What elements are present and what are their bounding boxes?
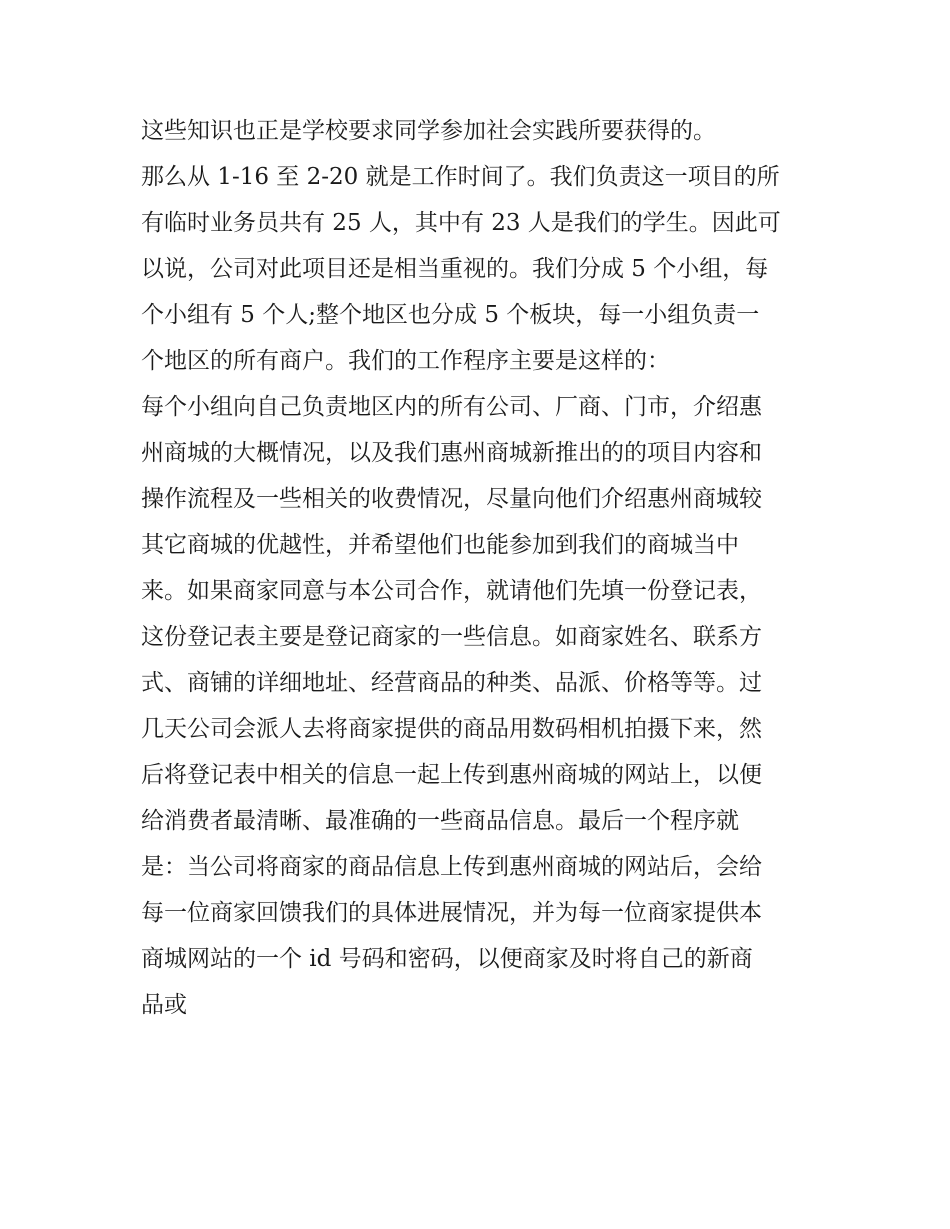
text-line: 是：当公司将商家的商品信息上传到惠州商城的网站后，会给 bbox=[141, 854, 762, 880]
text-line: 有临时业务员共有 25 人，其中有 23 人是我们的学生。因此可 bbox=[141, 210, 781, 236]
body-text bbox=[141, 108, 821, 1028]
text-line: 来。如果商家同意与本公司合作，就请他们先填一份登记表， bbox=[141, 578, 762, 604]
text-line: 个小组有 5 个人;整个地区也分成 5 个板块，每一小组负责一 bbox=[141, 302, 760, 328]
text-line: 这份登记表主要是登记商家的一些信息。如商家姓名、联系方 bbox=[141, 624, 762, 650]
text-line: 其它商城的优越性，并希望他们也能参加到我们的商城当中 bbox=[141, 532, 739, 558]
text-line: 个地区的所有商户。我们的工作程序主要是这样的： bbox=[141, 348, 670, 374]
text-line: 操作流程及一些相关的收费情况，尽量向他们介绍惠州商城较 bbox=[141, 486, 762, 512]
text-line: 商城网站的一个 id 号码和密码，以便商家及时将自己的新商 bbox=[141, 946, 753, 972]
text-line: 以说，公司对此项目还是相当重视的。我们分成 5 个小组，每 bbox=[141, 256, 769, 282]
text-line: 给消费者最清晰、最准确的一些商品信息。最后一个程序就 bbox=[141, 808, 739, 834]
text-line: 每个小组向自己负责地区内的所有公司、厂商、门市，介绍惠 bbox=[141, 394, 762, 420]
text-line: 几天公司会派人去将商家提供的商品用数码相机拍摄下来，然 bbox=[141, 716, 762, 742]
text-line: 每一位商家回馈我们的具体进展情况，并为每一位商家提供本 bbox=[141, 900, 762, 926]
text-line: 这些知识也正是学校要求同学参加社会实践所要获得的。 bbox=[141, 118, 716, 144]
text-line: 州商城的大概情况，以及我们惠州商城新推出的的项目内容和 bbox=[141, 440, 762, 466]
text-line: 式、商铺的详细地址、经营商品的种类、品派、价格等等。过 bbox=[141, 670, 762, 696]
text-line: 后将登记表中相关的信息一起上传到惠州商城的网站上，以便 bbox=[141, 762, 762, 788]
text-line: 那么从 1-16 至 2-20 就是工作时间了。我们负责这一项目的所 bbox=[141, 164, 780, 190]
text-line: 品或 bbox=[141, 992, 187, 1018]
